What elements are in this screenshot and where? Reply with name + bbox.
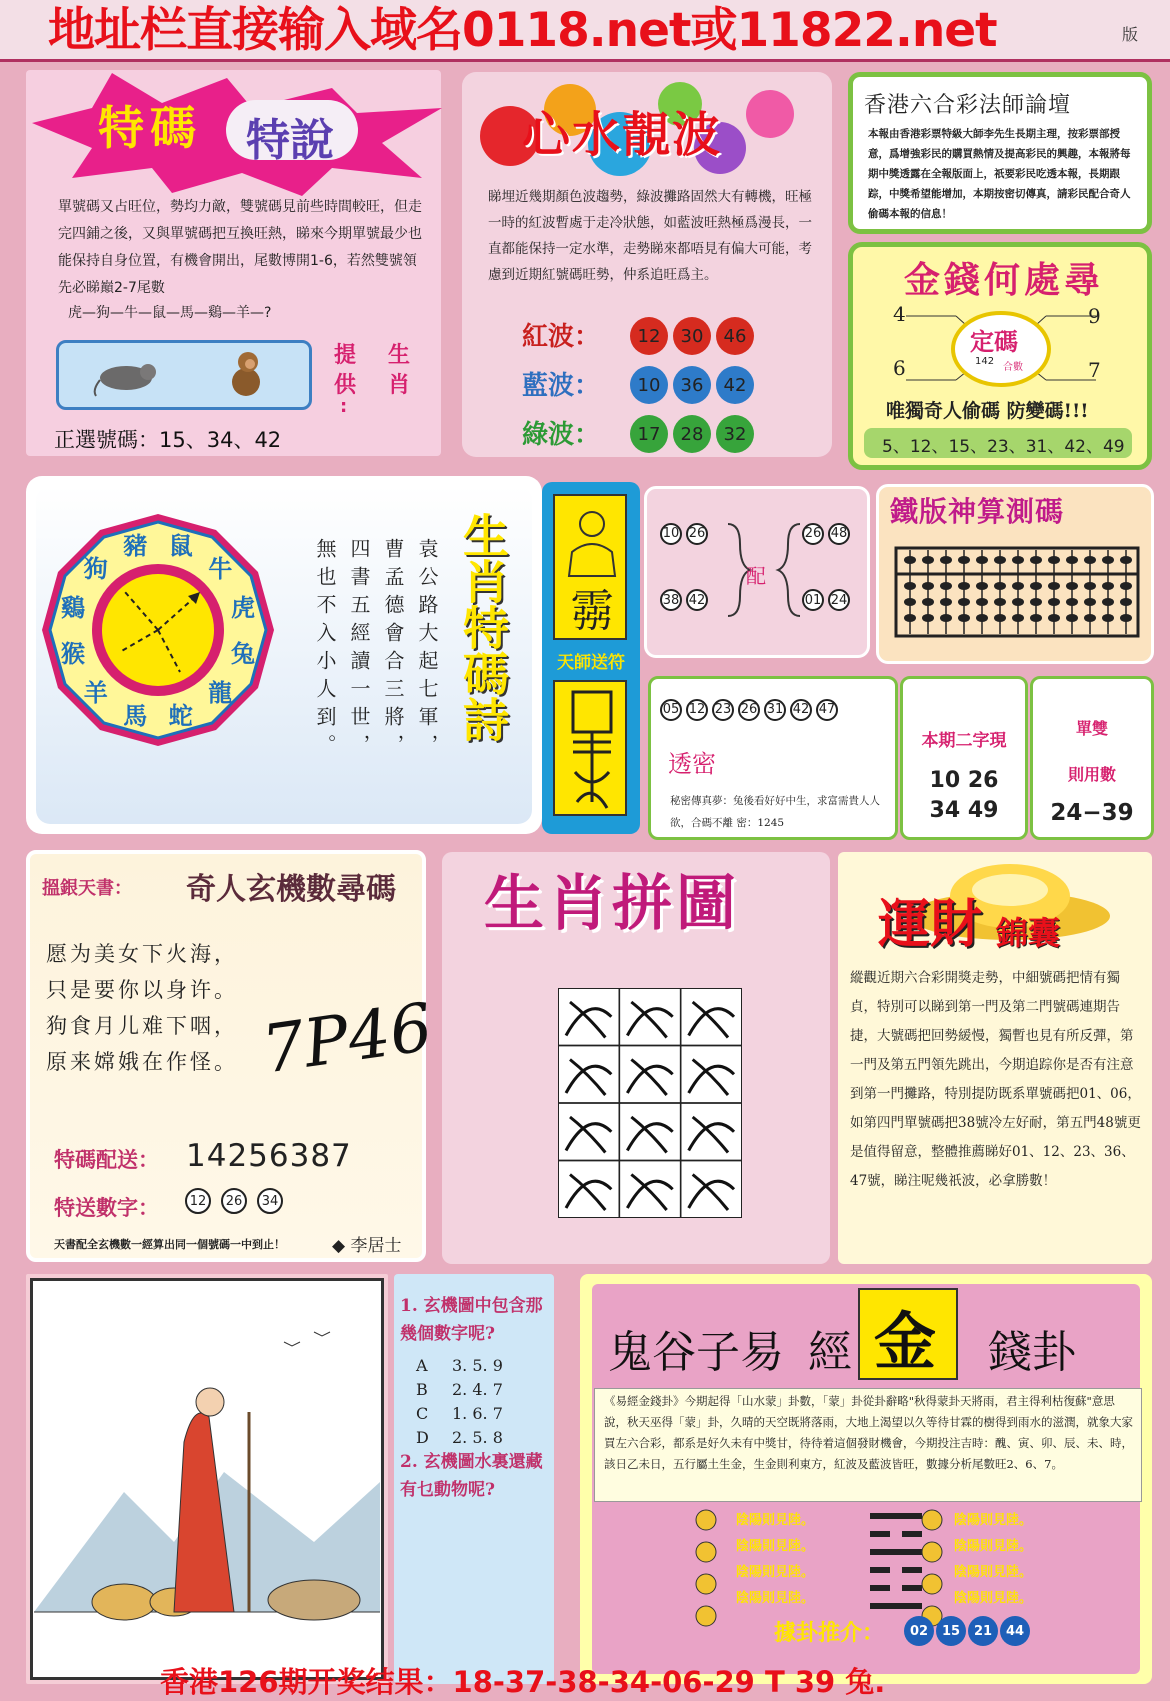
abacus-bead: [958, 598, 970, 606]
gua-push-ball-2: 15: [936, 1616, 966, 1646]
abacus-bead: [1012, 556, 1024, 564]
zodiac-label: 兔: [231, 639, 256, 668]
header-banner[interactable]: 地址栏直接输入域名0118.net或11822.net: [48, 3, 997, 58]
tema-provide-5: :: [340, 396, 348, 417]
quiz-option-a[interactable]: A 3. 5. 9: [416, 1356, 503, 1375]
abacus-bead: [994, 556, 1006, 564]
waves-blue-ball-2: 36: [673, 366, 711, 404]
pair-ball-l4: 42: [686, 589, 708, 611]
abacus-bead: [1102, 582, 1114, 590]
riddle-digit-1: 12: [185, 1188, 211, 1214]
riddle-scrawl: 7P46: [257, 988, 437, 1089]
zodiac-label: 狗: [83, 554, 108, 583]
gua-coin-left: [694, 1508, 718, 1638]
abacus-bead: [1120, 614, 1132, 622]
money-corner-tl: 4: [893, 302, 906, 326]
quiz-q1: 1. 玄機圖中包含那幾個數字呢?: [400, 1296, 543, 1344]
rat-image: [92, 350, 162, 398]
gua-title-d: 錢卦: [988, 1327, 1076, 1378]
waves-green-label: 綠波：: [522, 420, 601, 450]
poem-title: 生肖特碼詩: [456, 512, 510, 742]
monkey-image: [220, 348, 270, 400]
footer-result: 香港126期开奖结果：18-37-38-34-06-29 T 39 兔.: [160, 1665, 886, 1699]
gua-title-a: 鬼谷子易: [608, 1327, 784, 1378]
reveal-ball-4: 26: [738, 699, 760, 721]
gua-yao-8: 陰陽則見陸。: [954, 1591, 1033, 1606]
abacus-bead: [940, 614, 952, 622]
waves-row-green: [520, 412, 820, 456]
tema-provide-1: 提: [334, 342, 357, 368]
gua-push-ball-4: 44: [1000, 1616, 1030, 1646]
tema-title-1: 特碼: [98, 101, 202, 155]
reveal-ball-3: 23: [712, 699, 734, 721]
money-nums: 5、12、15、23、31、42、49: [882, 437, 1125, 457]
abacus-bead: [922, 582, 934, 590]
erzi-line-1: 10 26: [929, 768, 999, 793]
money-corner-br: 7: [1088, 358, 1101, 382]
abacus-bead: [1102, 556, 1114, 564]
abacus-bead: [994, 582, 1006, 590]
pair-ball-l3: 38: [660, 589, 682, 611]
abacus-bead: [904, 614, 916, 622]
abacus-bead: [1048, 556, 1060, 564]
tianshi-portrait: [553, 494, 627, 640]
poem-col-3: 四書五經讀一世，: [347, 538, 371, 762]
waves-title: 心水靚波: [522, 107, 723, 163]
abacus-bead: [994, 614, 1006, 622]
riddle-title: 奇人玄機數尋碼: [186, 872, 396, 907]
gua-push-ball-3: 21: [968, 1616, 998, 1646]
quiz-option-c[interactable]: C 1. 6. 7: [416, 1404, 503, 1423]
gua-yao-1: 陰陽則見陸。: [736, 1513, 815, 1528]
master-title: 香港六合彩法師論壇: [864, 93, 1072, 118]
reveal-ball-6: 42: [790, 699, 812, 721]
abacus-bead: [994, 598, 1006, 606]
waves-row-blue: [520, 363, 820, 407]
erzi-line-2: 34 49: [929, 798, 999, 823]
danshuang-title-2: 則用數: [1067, 765, 1116, 784]
sage-image: [555, 496, 629, 642]
abacus-bead: [904, 556, 916, 564]
gua-yao-5: 陰陽則見陸。: [954, 1513, 1033, 1528]
abacus-bead: [1012, 614, 1024, 622]
gua-yao-2: 陰陽則見陸。: [736, 1539, 815, 1554]
gua-push-balls: [904, 1616, 1030, 1646]
money-center-sub: 合數: [1003, 362, 1023, 373]
abacus-bead: [976, 556, 988, 564]
abacus-bead: [904, 598, 916, 606]
zodiac-label: 羊: [83, 679, 108, 708]
zodiac-label: 鼠: [168, 531, 193, 560]
riddle-digits-label: 特送數字：: [54, 1195, 159, 1220]
abacus-bead: [1066, 582, 1078, 590]
waves-green-ball-3: 32: [716, 415, 754, 453]
zodiac-label: 猴: [60, 639, 85, 668]
money-center-num: 142: [975, 356, 995, 367]
waves-blue-ball-1: 10: [630, 366, 668, 404]
pairs-right: [800, 522, 870, 611]
abacus-bead: [1012, 582, 1024, 590]
abacus-bead: [1120, 582, 1132, 590]
abacus-bead: [1084, 614, 1096, 622]
abacus-bead: [940, 556, 952, 564]
zodiac-label: 馬: [123, 702, 148, 731]
abacus-bead: [922, 614, 934, 622]
gua-yao-right: [954, 1508, 1032, 1612]
abacus-bead: [1102, 598, 1114, 606]
zodiac-label: 豬: [123, 531, 148, 560]
waves-row-red: [520, 314, 820, 358]
quiz-option-b[interactable]: B 2. 4. 7: [416, 1380, 503, 1399]
abacus-bead: [1066, 614, 1078, 622]
abacus-bead: [1048, 582, 1060, 590]
reveal-ball-5: 31: [764, 699, 786, 721]
riddle-digit-2: 26: [221, 1188, 247, 1214]
pair-ball-l2: 26: [686, 523, 708, 545]
talisman-image: [555, 682, 629, 818]
abacus-bead: [1030, 582, 1042, 590]
money-corner-bl: 6: [893, 356, 906, 380]
gua-title-c: 金: [874, 1305, 937, 1378]
pairs-left: [658, 522, 728, 611]
pair-ball-r4: 24: [828, 589, 850, 611]
abacus-bead: [1084, 582, 1096, 590]
erzi-title: 本期二字現: [921, 731, 1007, 751]
fortune-body: 縱觀近期六合彩開獎走勢，中細號碼把情有獨貞，特別可以睇到第一門及第二門號碼連期告捷，大號碼把回勢緩慢，獨暫也見有所反彈，第一門及第五門領先跳出，今期追踪你是否有注意到第一門攤路，特別提防既系單號碼把01、06，如第四門單號碼把38號冷左好耐，第五門48號更是值得留意，整體推薦睇好01、12、23、36、47號，睇注呢幾祇波，必拿勝數！: [850, 970, 1141, 1189]
zodiac-wheel: [40, 512, 276, 748]
abacus-bead: [1120, 598, 1132, 606]
riddle-line-3: 狗食月儿难下咽，: [46, 1014, 238, 1038]
pairs-mid: 配: [746, 564, 766, 588]
abacus-bead: [976, 614, 988, 622]
gua-yao-3: 陰陽則見陸。: [736, 1565, 815, 1580]
abacus-bead: [976, 598, 988, 606]
riddle-peisong-label: 特碼配送：: [54, 1147, 159, 1172]
poem-col-2: 曹孟德會合三將，: [381, 538, 405, 762]
abacus-bead: [958, 614, 970, 622]
master-body: 本報由香港彩票特級大師李先生長期主理，按彩票部授意，爲增強彩民的購買熱情及提高彩民的興趣，本報將每期中獎透露在全報版面上，祇要彩民吃透本報，長期跟踪，中獎希望能增加，本期按密切傳真，請彩民配合奇人偷碼本報的信息！: [868, 128, 1131, 220]
abacus-bead: [940, 582, 952, 590]
gua-yao-4: 陰陽則見陸。: [736, 1591, 815, 1606]
poem-col-1: 袁公路大起七軍，: [415, 538, 439, 762]
gua-push-label: 據卦推介：: [774, 1620, 885, 1646]
waves-blue-ball-3: 42: [716, 366, 754, 404]
tema-pick: 正選號碼：15、34、42: [54, 428, 282, 452]
gua-yao-left: [736, 1508, 814, 1612]
fortune-title-2: 錦囊: [996, 914, 1061, 952]
tema-body: 單號碼又占旺位，勢均力敵，雙號碼見前些時間較旺，但走完四鋪之後，又與單號碼把互換旺熱，睇來今期單號最少也能保持自身位置，有機會開出，尾數博開1-6，若然雙號領先必睇巔2-7尾數: [58, 199, 422, 296]
tema-zodiac-line: 虎—狗—牛—鼠—馬—鷄—羊—?: [68, 305, 272, 321]
svg-text:霛: 霛: [570, 586, 614, 637]
puzzle-grid: [558, 988, 742, 1218]
riddle-line-2: 只是要你以身许。: [46, 978, 238, 1002]
money-title: 金錢何處尋: [904, 259, 1105, 301]
waves-green-ball-1: 17: [630, 415, 668, 453]
danshuang-title-1: 單雙: [1075, 719, 1108, 738]
hexagram-icon: [866, 1508, 926, 1618]
abacus-bead: [958, 582, 970, 590]
abacus-bead: [1030, 614, 1042, 622]
riddle-peisong-value: 14256387: [186, 1138, 352, 1174]
tema-provide-2: 生: [388, 342, 411, 368]
riddle-author: ◆ 李居士: [332, 1236, 402, 1256]
waves-blue-label: 藍波：: [522, 371, 601, 401]
pair-ball-r2: 48: [828, 523, 850, 545]
iron-title: 鐵版神算測碼: [890, 495, 1065, 528]
tianshi-label: 天師送符: [557, 653, 625, 673]
riddle-foot: 天書配全玄機數一經算出同一個號碼一中到止！: [54, 1238, 285, 1251]
reveal-title: 透密: [668, 750, 716, 778]
pair-ball-l1: 10: [660, 523, 682, 545]
tema-title-2: 特說: [246, 115, 334, 166]
abacus-bead: [976, 582, 988, 590]
abacus-bead: [1102, 614, 1114, 622]
gua-title-b: 經: [808, 1327, 852, 1378]
reveal-ball-1: 05: [660, 699, 682, 721]
tema-provide-3: 供: [334, 372, 357, 398]
sage-scene-image: [34, 1282, 380, 1676]
abacus-bead: [1012, 598, 1024, 606]
abacus-bead: [1084, 598, 1096, 606]
abacus-image: [894, 546, 1140, 638]
abacus-bead: [922, 556, 934, 564]
zodiac-label: 蛇: [168, 702, 193, 731]
pair-ball-r1: 26: [802, 523, 824, 545]
abacus-bead: [922, 598, 934, 606]
zodiac-label: 龍: [208, 679, 233, 708]
reveal-ball-7: 47: [816, 699, 838, 721]
abacus-bead: [1084, 556, 1096, 564]
gua-body: 《易經金錢卦》今期起得「山水蒙」卦數，「蒙」卦從卦辭略"秋得蒙卦天將雨，君主得利枯復蘇"意思說，秋天巫得「蒙」卦，久晴的天空既將落雨，大地上渴望以久等待甘霖的樹得到雨水的滋潤，就象大家買左六合彩，都系是好久未有中獎甘，待待着這個發財機會，今期投注吉時：醜、寅、卯、辰、未、時，該日乙未日，五行屬土生金，生金則利東方，紅波及藍波皆旺，數據分析尾數旺2、6、7。: [604, 1394, 1133, 1471]
riddle-digits: [180, 1188, 288, 1214]
riddle-line-1: 愿为美女下火海，: [46, 942, 238, 966]
puzzle-title: 生肖拼圖: [484, 869, 740, 939]
abacus-bead: [1066, 598, 1078, 606]
riddle-line-4: 原来嫦娥在作怪。: [46, 1050, 238, 1074]
gua-push-ball-1: 02: [904, 1616, 934, 1646]
abacus-bead: [958, 556, 970, 564]
quiz-option-d[interactable]: D 2. 5. 8: [416, 1428, 503, 1447]
abacus-bead: [1048, 598, 1060, 606]
reveal-ball-2: 12: [686, 699, 708, 721]
danshuang-value: 24−39: [1050, 800, 1134, 826]
tianshi-talisman: [553, 680, 627, 816]
waves-red-label: 紅波：: [522, 322, 601, 352]
waves-red-ball-3: 46: [716, 317, 754, 355]
riddle-digit-3: 34: [257, 1188, 283, 1214]
money-slogan: 唯獨奇人偷碼 防變碼!!!: [886, 400, 1089, 422]
zodiac-label: 牛: [208, 554, 233, 583]
abacus-bead: [1120, 556, 1132, 564]
gua-yao-6: 陰陽則見陸。: [954, 1539, 1033, 1554]
abacus-bead: [1030, 598, 1042, 606]
quiz-q2: 2. 玄機圖水裏還藏有乜動物呢?: [400, 1452, 543, 1500]
pair-ball-r3: 01: [802, 589, 824, 611]
waves-red-ball-2: 30: [673, 317, 711, 355]
money-corner-tr: 9: [1088, 304, 1101, 328]
abacus-bead: [1048, 614, 1060, 622]
abacus-bead: [904, 582, 916, 590]
riddle-tag: 搵銀天書：: [42, 878, 132, 899]
waves-red-ball-1: 12: [630, 317, 668, 355]
waves-body: 睇埋近幾期顏色波趨勢，綠波攤路固然大有轉機，旺極一時的紅波暫處于走冷狀態，如藍波旺熱極爲漫長，一直都能保持一定水準，走勢睇來都唔見有偏大可能，考慮到近期紅號碼旺勢，仲系追旺爲主。: [488, 189, 812, 283]
reveal-note: 秘密傳真夢：兔後看好好中生，求富需貴人人欲，合碼不離 密：1245: [670, 795, 880, 829]
zodiac-label: 虎: [231, 594, 256, 623]
waves-green-ball-2: 28: [673, 415, 711, 453]
abacus-bead: [1066, 556, 1078, 564]
header-side-char: 版: [1122, 25, 1139, 44]
abacus-bead: [940, 598, 952, 606]
gua-yao-7: 陰陽則見陸。: [954, 1565, 1033, 1580]
fortune-title-1: 運財: [878, 895, 983, 955]
abacus-bead: [1030, 556, 1042, 564]
tema-provide-4: 肖: [388, 372, 411, 398]
quiz-options: [416, 1354, 546, 1450]
zodiac-label: 鷄: [60, 594, 85, 623]
reveal-nums: [658, 698, 840, 721]
poem-col-4: 無也不入小人到。: [313, 538, 337, 762]
money-center: 定碼: [970, 328, 1018, 356]
